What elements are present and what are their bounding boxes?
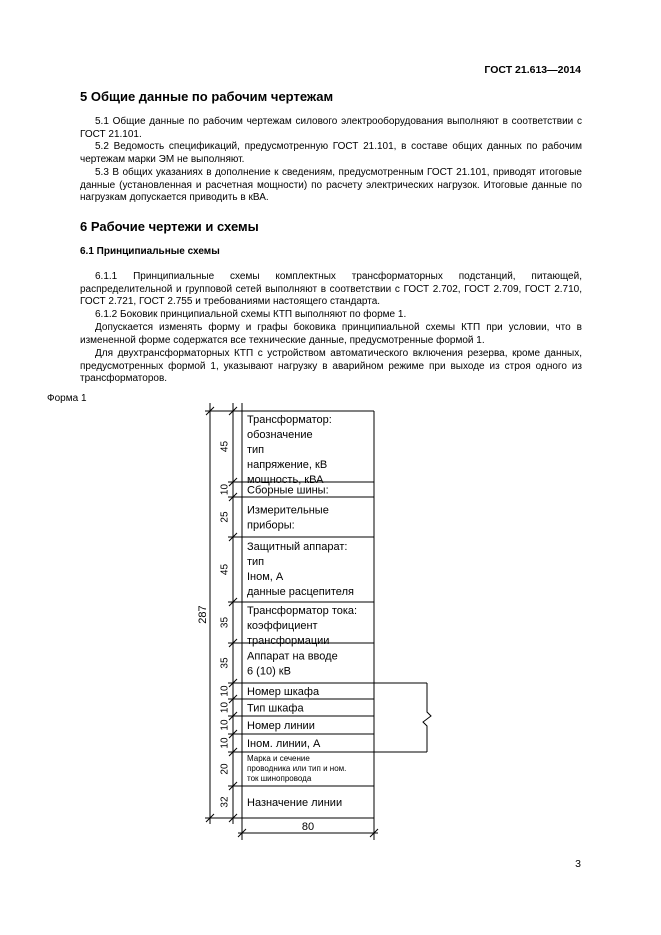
row-dimension-label: 10: [219, 701, 231, 714]
row-text-line: Трансформатор тока:: [247, 605, 358, 617]
row-text-line: Сборные шины:: [247, 484, 329, 497]
total-height-label: 287: [196, 605, 209, 624]
row-dimension-label: 32: [219, 796, 231, 808]
row-text-line: Трансформатор:: [247, 414, 332, 426]
row-text-line: 6 (10) кВ: [247, 665, 291, 678]
row-text-line: Iном, А: [247, 571, 284, 583]
row-text-line: напряжение, кВ: [247, 459, 328, 471]
row-text-line: тип: [247, 556, 265, 568]
row-text-line: проводника или тип и ном.: [247, 764, 347, 773]
paragraph-6-1-2: 6.1.2 Боковик принципиальной схемы КТП выполняют по форме 1.: [95, 309, 407, 320]
row-dimension-label: 45: [219, 563, 231, 576]
row-text-line: Марка и сечение: [247, 754, 310, 763]
row-text-line: приборы:: [247, 519, 295, 532]
row-text-line: мощность, кВА: [247, 474, 324, 486]
paragraph-6-1-2-note: Допускается изменять форму и графы боковика принципиальной схемы КТП при условии, что в измененной форме содержатся все технические данные, предусмотренные формой 1.: [80, 322, 582, 346]
row-text-line: Iном. линии, А: [247, 737, 321, 750]
paragraph-6-1-2-dual: Для двухтрансформаторных КТП с устройством автоматического включения резерва, кроме данных, предусмотренных формой 1, указывают нагрузку в аварийном режиме при выходе из строя одного из трансформаторов.: [80, 348, 582, 385]
form-label: Форма 1: [47, 393, 87, 404]
document-number: ГОСТ 21.613—2014: [484, 64, 581, 76]
row-text-line: Защитный аппарат:: [247, 541, 348, 553]
row-dimension-label: 10: [219, 685, 231, 697]
paragraph-6-1-1: 6.1.1 Принципиальные схемы комплектных трансформаторных подстанций, питающей, распределительной и групповой сетей выполняют в соответствии с ГОСТ 2.702, ГОСТ 2.709, ГОСТ 2.710, ГОСТ 2.721, ГОСТ 2.755 и требованиями настоящего стандарта.: [80, 271, 582, 308]
row-dimension-label: 10: [219, 483, 231, 496]
row-text-line: коэффициент: [247, 620, 318, 632]
row-dimension-label: 10: [219, 737, 231, 749]
paragraph-5-1: 5.1 Общие данные по рабочим чертежам силового электрооборудования выполняют в соответствии с ГОСТ 21.101.: [80, 116, 582, 140]
row-dimension-label: 20: [219, 763, 231, 775]
break-line: [423, 683, 431, 752]
page-number: 3: [575, 858, 581, 870]
paragraph-5-2: 5.2 Ведомость спецификаций, предусмотренную ГОСТ 21.101, в составе общих данных по рабочим чертежам марки ЭМ не выполняют.: [80, 141, 582, 165]
row-dimension-label: 45: [219, 440, 231, 453]
row-text-line: Тип шкафа: [247, 702, 304, 715]
section-6-title: 6 Рабочие чертежи и схемы: [80, 219, 259, 234]
row-text-line: Номер линии: [247, 719, 315, 732]
paragraph-5-3: 5.3 В общих указаниях в дополнение к сведениям, предусмотренным ГОСТ 21.101, приводят итоговые данные (установленная и расчетная мощности) по расчету электрических нагрузок. Итоговые данные по нагрузкам допускается приводить в кВА.: [80, 167, 582, 204]
row-text-line: тип: [247, 444, 265, 456]
row-dimension-label: 35: [219, 616, 231, 629]
row-text-line: трансформации: [247, 635, 330, 647]
row-text-line: обозначение: [247, 429, 313, 441]
section-5-title: 5 Общие данные по рабочим чертежам: [80, 89, 334, 104]
row-text-line: Аппарат на вводе: [247, 650, 338, 663]
row-dimension-label: 35: [219, 657, 231, 669]
row-dimension-label: 10: [219, 719, 231, 731]
subsection-6-1-title: 6.1 Принципиальные схемы: [80, 246, 220, 257]
row-text-line: Измерительные: [247, 504, 329, 517]
row-dimension-label: 25: [219, 511, 231, 523]
row-text-line: Номер шкафа: [247, 685, 320, 698]
row-text-line: данные расцепителя: [247, 586, 354, 598]
row-text-line: ток шинопровода: [247, 774, 312, 783]
width-label: 80: [301, 821, 315, 833]
row-text-line: Назначение линии: [247, 796, 343, 809]
